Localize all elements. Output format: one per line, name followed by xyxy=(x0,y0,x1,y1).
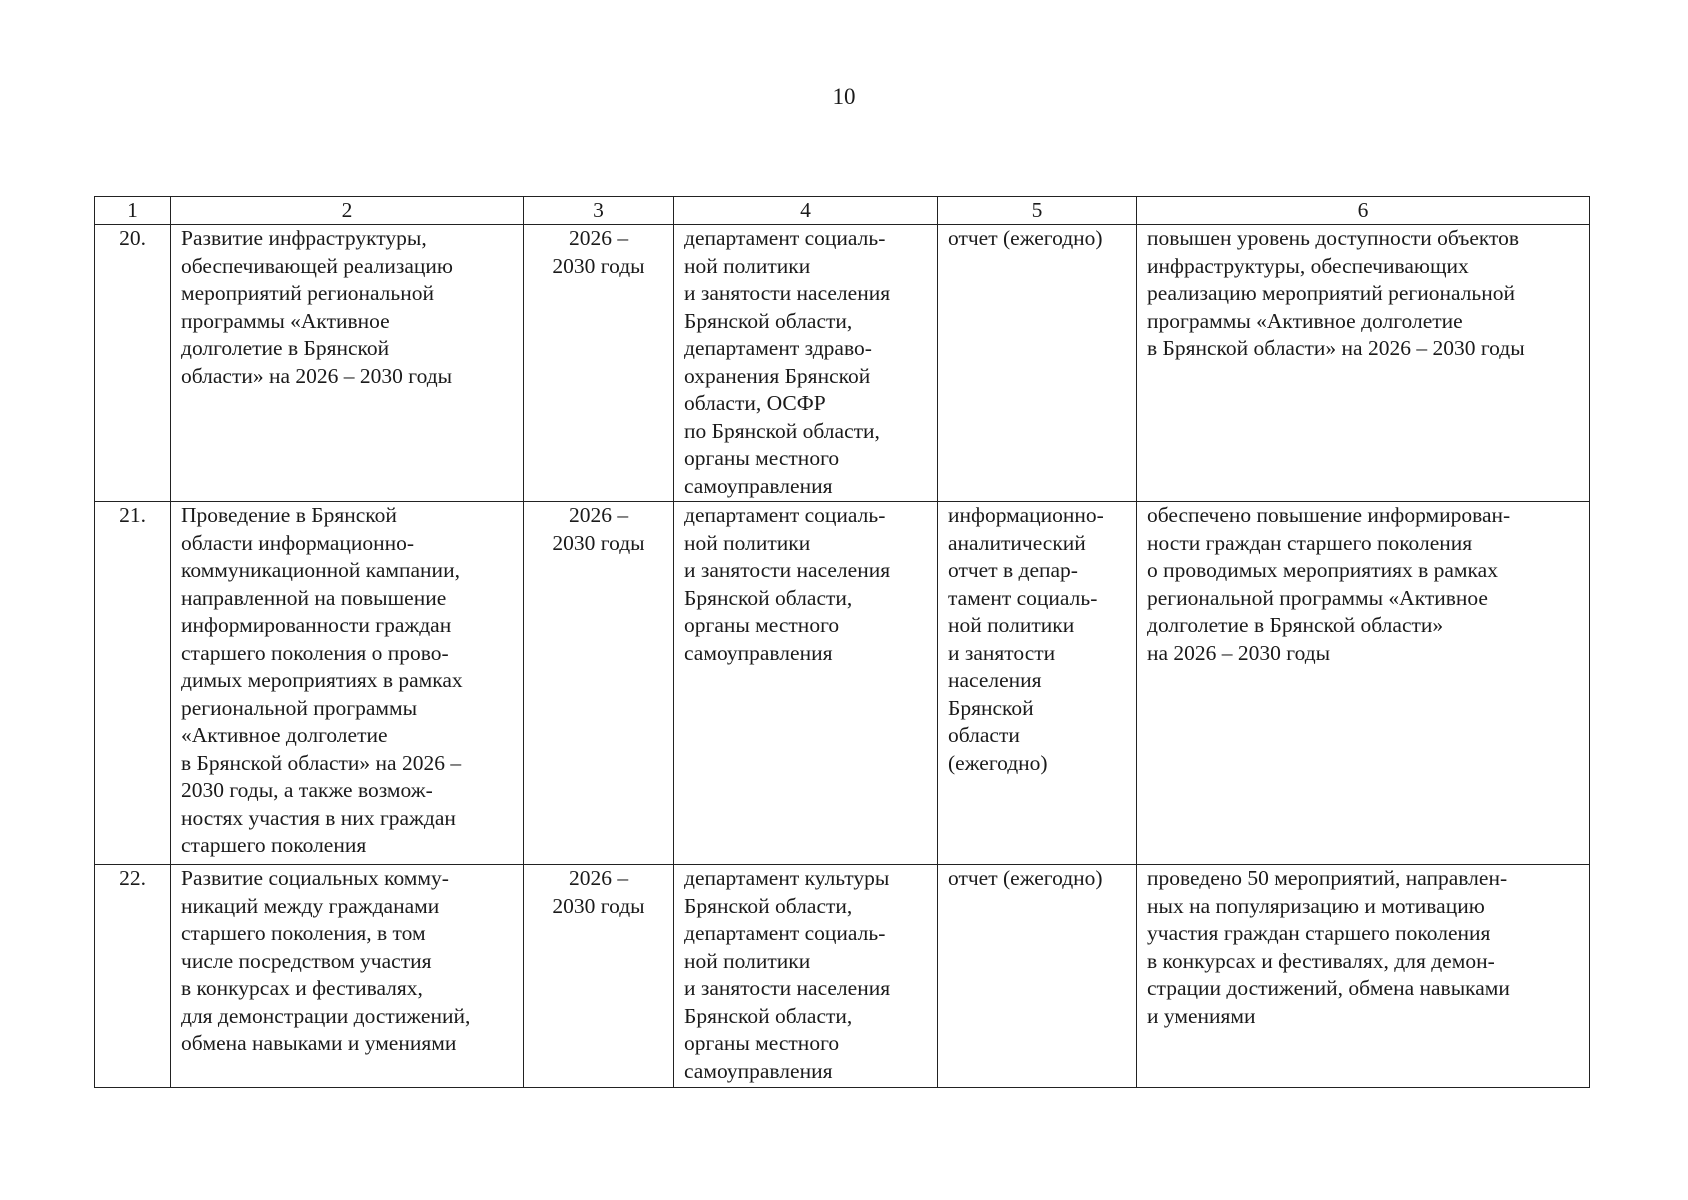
cell-text-line: обеспечено повышение информирован- xyxy=(1147,503,1511,527)
cell-text-line: региональной программы «Активное xyxy=(1147,585,1488,610)
cell-text-line: 2030 годы xyxy=(552,253,645,278)
cell-text-line: по Брянской области, xyxy=(684,418,880,443)
row-number: 21. xyxy=(95,502,171,865)
cell-text-line: 2030 годы, а также возмож- xyxy=(181,778,433,802)
cell-text-line: и занятости населения xyxy=(684,558,891,582)
cell-text-line: области информационно- xyxy=(181,530,415,555)
cell-text-line: департамент культуры xyxy=(684,866,890,890)
column-header-3: 3 xyxy=(524,197,674,225)
cell-text-line: органы местного xyxy=(684,1031,840,1055)
cell-text-line: ности граждан старшего поколения xyxy=(1147,530,1473,555)
cell-text-line: участия граждан старшего поколения xyxy=(1147,921,1491,945)
cell-text-line: в Брянской области» на 2026 – xyxy=(181,750,462,775)
expected-result-cell xyxy=(1137,865,1590,1088)
table-row xyxy=(95,502,1590,865)
cell-text-line: области, ОСФР xyxy=(684,391,826,415)
cell-text-line: числе посредством участия xyxy=(181,948,432,973)
cell-text-line: никаций между гражданами xyxy=(181,893,440,918)
cell-text-line: департамент социаль- xyxy=(684,921,886,945)
cell-text-line: Брянской xyxy=(948,695,1034,720)
cell-text-line: о проводимых мероприятиях в рамках xyxy=(1147,558,1498,582)
cell-text-line: страции достижений, обмена навыками xyxy=(1147,976,1510,1000)
cell-text-line: старшего поколения о прово- xyxy=(181,640,449,665)
period-cell xyxy=(524,865,674,1088)
cell-text-line: 2030 годы xyxy=(552,530,645,555)
cell-text-line: самоуправления xyxy=(684,1058,833,1083)
cell-text-line: обмена навыками и умениями xyxy=(181,1031,457,1055)
cell-text-line: и занятости xyxy=(948,640,1056,665)
cell-text-line: ных на популяризацию и мотивацию xyxy=(1147,893,1485,918)
period-cell xyxy=(524,502,674,865)
cell-text-line: 2026 – xyxy=(568,226,629,250)
cell-text-line: ной политики xyxy=(948,613,1075,637)
period-cell xyxy=(524,225,674,502)
row-number: 20. xyxy=(95,225,171,502)
table-row xyxy=(95,225,1590,502)
cell-text-line: области» на 2026 – 2030 годы xyxy=(181,363,453,388)
cell-text-line: старшего поколения, в том xyxy=(181,921,426,945)
cell-text-line: реализацию мероприятий региональной xyxy=(1147,281,1515,305)
expected-result-cell xyxy=(1137,225,1590,502)
cell-text-line: обеспечивающей реализацию xyxy=(181,253,453,278)
cell-text-line: ностях участия в них граждан xyxy=(181,805,456,830)
cell-text-line: в Брянской области» на 2026 – 2030 годы xyxy=(1147,336,1525,360)
activity-cell xyxy=(171,865,524,1088)
cell-text-line: населения xyxy=(948,668,1042,692)
cell-text-line: коммуникационной кампании, xyxy=(181,558,460,582)
responsible-cell xyxy=(674,225,938,502)
cell-text-line: в конкурсах и фестивалях, xyxy=(181,976,423,1000)
report-form-cell xyxy=(938,502,1137,865)
table-row xyxy=(95,865,1590,1088)
column-header-1: 1 xyxy=(95,197,171,225)
cell-text-line: для демонстрации достижений, xyxy=(181,1003,471,1028)
cell-text-line: ной политики xyxy=(684,253,811,278)
cell-text-line: долголетие в Брянской xyxy=(181,336,390,360)
responsible-cell xyxy=(674,502,938,865)
cell-text-line: департамент здраво- xyxy=(684,336,872,360)
column-header-2: 2 xyxy=(171,197,524,225)
row-number: 22. xyxy=(95,865,171,1088)
report-form-cell xyxy=(938,225,1137,502)
responsible-cell xyxy=(674,865,938,1088)
cell-text-line: долголетие в Брянской области» xyxy=(1147,613,1444,637)
cell-text-line: отчет (ежегодно) xyxy=(948,866,1103,890)
cell-text-line: Брянской области, xyxy=(684,1003,853,1028)
cell-text-line: ной политики xyxy=(684,530,811,555)
cell-text-line: димых мероприятиях в рамках xyxy=(181,668,463,692)
cell-text-line: Брянской области, xyxy=(684,585,853,610)
cell-text-line: отчет (ежегодно) xyxy=(948,226,1103,250)
cell-text-line: департамент социаль- xyxy=(684,503,886,527)
cell-text-line: мероприятий региональной xyxy=(181,281,434,305)
page-number: 10 xyxy=(832,84,856,109)
report-form-cell xyxy=(938,865,1137,1088)
cell-text-line: повышен уровень доступности объектов xyxy=(1147,226,1520,250)
cell-text-line: в конкурсах и фестивалях, для демон- xyxy=(1147,948,1495,973)
cell-text-line: информированности граждан xyxy=(181,613,452,637)
cell-text-line: 2030 годы xyxy=(552,893,645,918)
column-header-6: 6 xyxy=(1137,197,1590,225)
cell-text-line: программы «Активное долголетие xyxy=(1147,308,1463,333)
activity-cell xyxy=(171,502,524,865)
cell-text-line: направленной на повышение xyxy=(181,585,447,610)
cell-text-line: (ежегодно) xyxy=(948,750,1048,775)
cell-text-line: на 2026 – 2030 годы xyxy=(1147,640,1331,665)
cell-text-line: органы местного xyxy=(684,446,840,470)
cell-text-line: 2026 – xyxy=(568,866,629,890)
cell-text-line: информационно- xyxy=(948,503,1104,527)
cell-text-line: органы местного xyxy=(684,613,840,637)
cell-text-line: и занятости населения xyxy=(684,281,891,305)
column-header-5: 5 xyxy=(938,197,1137,225)
cell-text-line: инфраструктуры, обеспечивающих xyxy=(1147,253,1469,278)
activity-cell xyxy=(171,225,524,502)
cell-text-line: региональной программы xyxy=(181,695,418,720)
cell-text-line: «Активное долголетие xyxy=(181,723,388,747)
cell-text-line: Развитие инфраструктуры, xyxy=(181,226,427,250)
cell-text-line: Брянской области, xyxy=(684,893,853,918)
cell-text-line: 2026 – xyxy=(568,503,629,527)
cell-text-line: тамент социаль- xyxy=(948,585,1098,610)
cell-text-line: охранения Брянской xyxy=(684,363,871,388)
activity-plan-table xyxy=(94,196,1590,1088)
column-header-4: 4 xyxy=(674,197,938,225)
cell-text-line: старшего поколения xyxy=(181,833,367,857)
cell-text-line: аналитический xyxy=(948,530,1086,555)
cell-text-line: проведено 50 мероприятий, направлен- xyxy=(1147,866,1508,890)
cell-text-line: Брянской области, xyxy=(684,308,853,333)
cell-text-line: и умениями xyxy=(1147,1003,1256,1028)
column-number-row xyxy=(95,197,1590,225)
cell-text-line: программы «Активное xyxy=(181,308,390,333)
expected-result-cell xyxy=(1137,502,1590,865)
cell-text-line: департамент социаль- xyxy=(684,226,886,250)
cell-text-line: ной политики xyxy=(684,948,811,973)
cell-text-line: отчет в депар- xyxy=(948,558,1078,582)
cell-text-line: и занятости населения xyxy=(684,976,891,1000)
cell-text-line: Развитие социальных комму- xyxy=(181,866,449,890)
cell-text-line: области xyxy=(948,723,1020,747)
cell-text-line: самоуправления xyxy=(684,473,833,498)
cell-text-line: Проведение в Брянской xyxy=(181,503,397,527)
cell-text-line: самоуправления xyxy=(684,640,833,665)
